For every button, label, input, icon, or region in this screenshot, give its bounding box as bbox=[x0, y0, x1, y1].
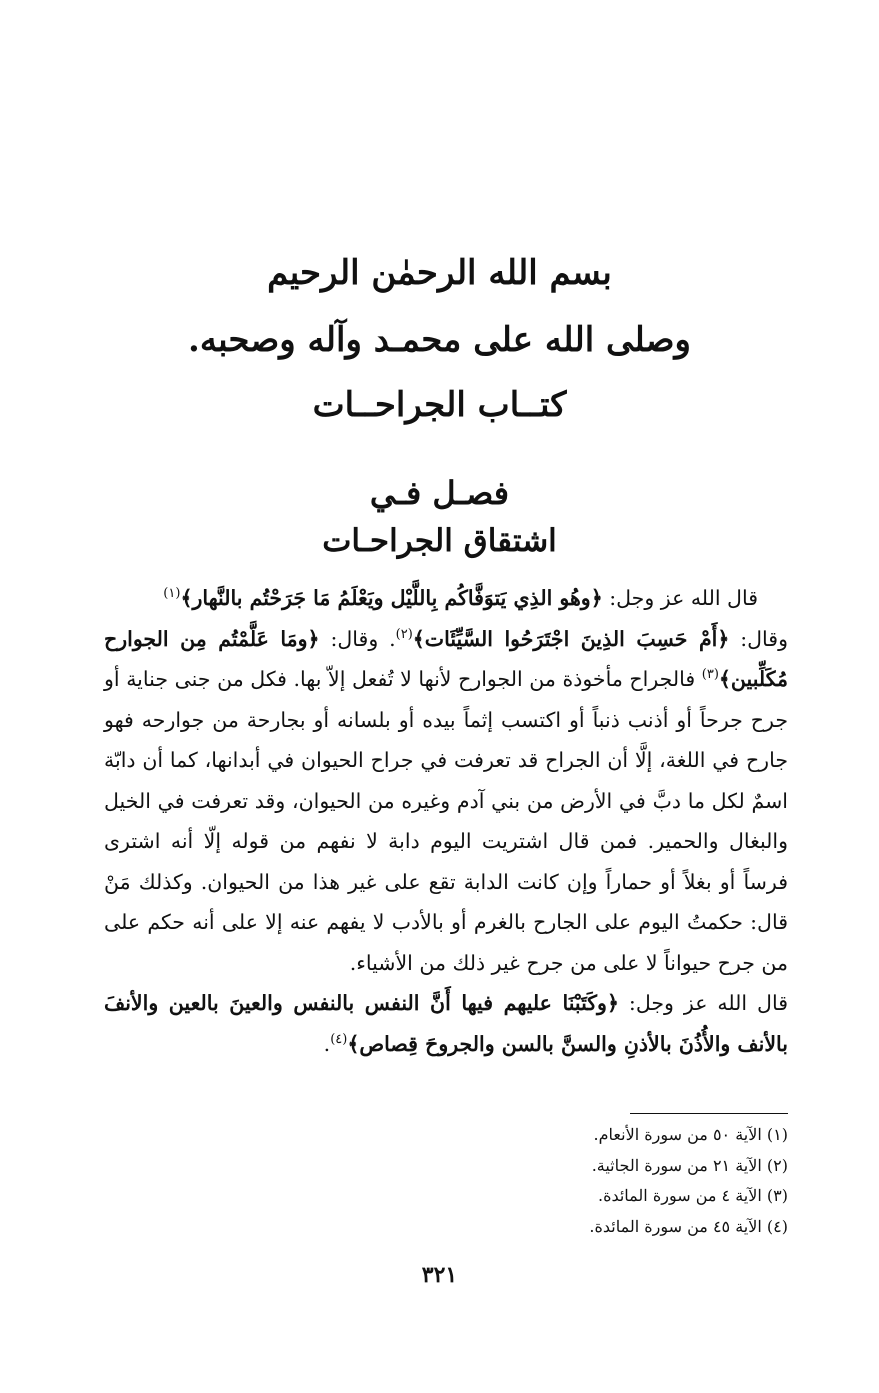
footnote-1: (١) الآية ٥٠ من سورة الأنعام. bbox=[593, 1125, 788, 1144]
quran-verse-2: ﴿أَمْ حَسِبَ الذِينَ اجْتَرَحُوا السَّيِّئَات﴾ bbox=[412, 626, 730, 651]
p2-rest: فالجراح مأخوذة من الجوارح لأنها لا تُفعل إلاّ بها. فكل من جنى جناية أو جرح جرحاً أو أذنب ذنباً أو اكتسب إثماً بيده أو بلسانه أو بجارحة من جوارحه فهو جارح في اللغة، إلَّا أن الجراح قد تعرفت في جراح الحيوان في أبدانها، كما أن دابّة اسمٌ لكل ما دبَّ في الأرض من بني آدم وغيره من الحيوان، وقد تعرفت في الخيل والبغال والحمير. فمن قال اشتريت اليوم دابة لا نفهم من قوله إلّا أنه اشترى فرساً أو بغلاً أو حماراً وإن كانت الدابة تقع على غير هذا من الحيوان. وكذلك مَنْ قال: حكمتُ اليوم على الجارح بالغرم أو بالأدب لا يفهم عنه إلا على أنه حكم على من جرح حيواناً لا على من جرح غير ذلك من الأشياء. bbox=[104, 667, 788, 975]
footnote-ref-1[interactable]: (١) bbox=[163, 586, 181, 602]
footnote-divider bbox=[630, 1113, 788, 1114]
page-number: ٣٢١ bbox=[421, 1262, 458, 1288]
footnote-ref-3[interactable]: (٣) bbox=[701, 667, 719, 683]
quran-verse-4: ﴿وكَتَبْنَا عليهم فيها أَنَّ النفس بالنفس والعينَ بالعين والأنفَ بالأنف والأُذُنَ بالأذنِ والسنَّ بالسن والجروحَ قِصاص﴾ bbox=[104, 991, 788, 1056]
footnote-4: (٤) الآية ٤٥ من سورة المائدة. bbox=[589, 1216, 788, 1236]
p2-mid: . وقال: bbox=[319, 626, 396, 651]
basmala-heading: بسم الله الرحمٰن الرحيم bbox=[267, 253, 612, 293]
book-title: كتــاب الجراحــات bbox=[312, 385, 567, 425]
section-subtitle: اشتقاق الجراحـات bbox=[322, 523, 557, 559]
quran-verse-3: ﴿ومَا عَلَّمْتُم مِن الجوارح مُكَلِّبين﴾ bbox=[104, 626, 788, 691]
footnote-3: (٣) الآية ٤ من سورة المائدة. bbox=[597, 1186, 788, 1205]
footnote-2: (٢) الآية ٢١ من سورة الجاثية. bbox=[591, 1155, 788, 1175]
paragraph-2 bbox=[104, 619, 788, 984]
footnote-ref-2[interactable]: (٢) bbox=[395, 626, 413, 642]
quran-verse-1: ﴿وهُو الذِي يَتوَفَّاكُم بِاللَّيْل ويَعْلَمُ مَا جَرَحْتُم بالنَّهار﴾ bbox=[180, 586, 603, 610]
section-heading: فصـل فـي bbox=[369, 474, 510, 512]
p3-intro: قال الله عز وجل: bbox=[618, 991, 789, 1015]
body-text bbox=[104, 578, 788, 1064]
p2-intro: وقال: bbox=[729, 626, 788, 651]
footnotes bbox=[300, 1120, 788, 1242]
p1-intro: قال الله عز وجل: bbox=[602, 586, 758, 610]
p3-end: . bbox=[323, 1031, 331, 1056]
paragraph-1 bbox=[104, 578, 788, 619]
footnote-ref-4[interactable]: (٤) bbox=[330, 1031, 348, 1047]
paragraph-3 bbox=[104, 983, 788, 1064]
salawat-heading: وصلى الله على محمـد وآله وصحبه. bbox=[188, 320, 691, 360]
